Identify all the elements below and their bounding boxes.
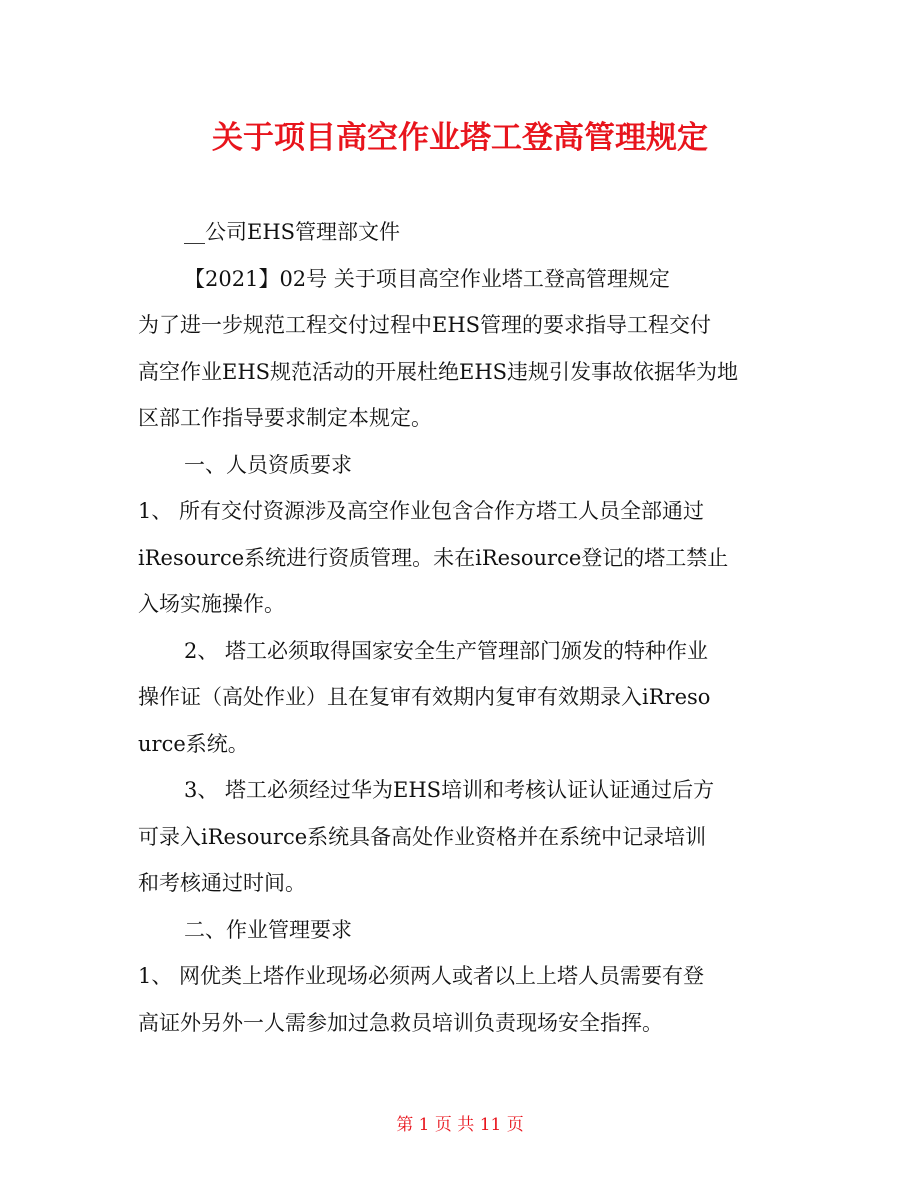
paragraph-line: 操作证（高处作业）且在复审有效期内复审有效期录入iRreso	[138, 685, 711, 709]
paragraph-line: 入场实施操作。	[138, 592, 285, 616]
document-title: 关于项目高空作业塔工登高管理规定	[212, 120, 708, 156]
paragraph-line: 1、 网优类上塔作业现场必须两人或者以上上塔人员需要有登	[138, 964, 705, 988]
page-footer: 第 1 页 共 11 页	[396, 1115, 524, 1135]
paragraph-line: iResource系统进行资质管理。未在iResource登记的塔工禁止	[138, 545, 729, 570]
paragraph-line: 为了进一步规范工程交付过程中EHS管理的要求指导工程交付	[138, 313, 712, 337]
paragraph-line: 二、作业管理要求	[184, 917, 352, 942]
paragraph-line: urce系统。	[138, 731, 249, 756]
paragraph-purpose	[138, 302, 788, 442]
paragraph-line: 高证外另外一人需参加过急救员培训负责现场安全指挥。	[138, 1010, 663, 1035]
paragraph-line: 和考核通过时间。	[138, 871, 306, 895]
paragraph-item-3	[138, 767, 788, 907]
document-body	[138, 209, 788, 1046]
paragraph-line: 【2021】02号 关于项目高空作业塔工登高管理规定	[184, 266, 670, 291]
section-heading-operations	[138, 907, 788, 954]
paragraph-ops-item-1	[138, 953, 788, 1046]
paragraph-doc-number	[138, 256, 788, 303]
paragraph-line: 3、 塔工必须经过华为EHS培训和考核认证认证通过后方	[184, 778, 715, 802]
paragraph-line: 1、 所有交付资源涉及高空作业包含合作方塔工人员全部通过	[138, 499, 705, 523]
paragraph-line: __公司EHS管理部文件	[184, 220, 401, 244]
paragraph-line: 区部工作指导要求制定本规定。	[138, 406, 432, 430]
paragraph-line: 2、 塔工必须取得国家安全生产管理部门颁发的特种作业	[184, 638, 709, 663]
paragraph-line: 可录入iResource系统具备高处作业资格并在系统中记录培训	[138, 824, 707, 849]
paragraph-line: 高空作业EHS规范活动的开展杜绝EHS违规引发事故依据华为地	[138, 359, 739, 384]
section-heading-personnel	[138, 442, 788, 489]
paragraph-item-1	[138, 488, 788, 628]
paragraph-department	[138, 209, 788, 256]
paragraph-item-2	[138, 628, 788, 768]
paragraph-line: 一、人员资质要求	[184, 452, 352, 477]
